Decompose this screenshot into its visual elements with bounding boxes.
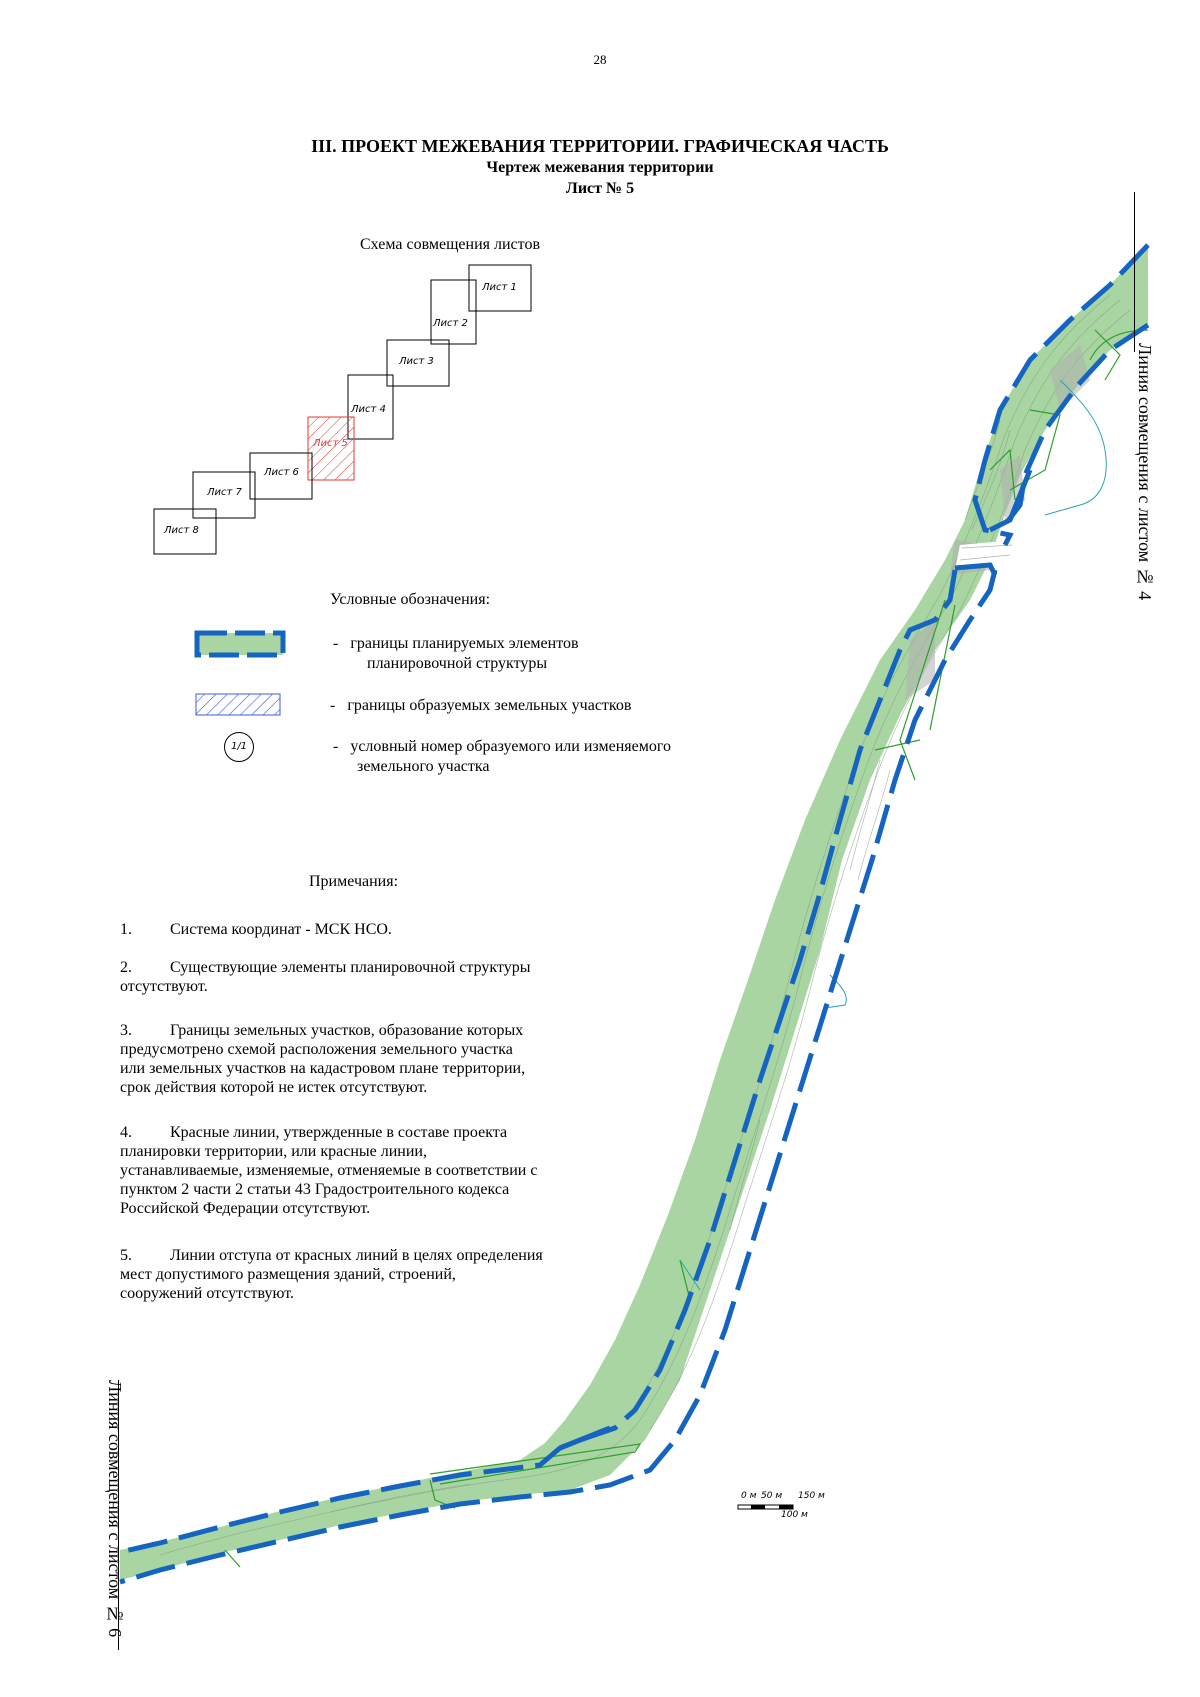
page-number: 28 [593, 52, 607, 67]
scheme-title: Схема совмещения листов [360, 236, 540, 253]
note-1: 1. Система координат - МСК НСО. [120, 921, 392, 938]
sheet-5-label: Лист 5 [313, 438, 348, 449]
scale-label-100: 100 м [781, 1510, 808, 1520]
scale-label-150: 150 м [798, 1491, 825, 1501]
legend-item-2: - границы образуемых земельных участков [330, 697, 632, 714]
match-line-left-label: Линия совмещения с листом № 6 [105, 1380, 125, 1638]
note-5: 5. Линии отступа от красных линий в целях определения мест допустимого размещения зданий, строений, сооружений отсутствуют. [120, 1247, 543, 1302]
sheet-3-label: Лист 3 [399, 356, 434, 367]
notes-title: Примечания: [309, 873, 399, 890]
sheet-7-label: Лист 7 [207, 487, 242, 498]
sheet-2-label: Лист 2 [433, 318, 468, 329]
note-2: 2. Существующие элементы планировочной структуры отсутствуют. [120, 959, 531, 995]
scale-label-50: 50 м [761, 1491, 783, 1501]
match-line-right-label: Линия совмещения с листом № 4 [1135, 343, 1155, 601]
sheet-number-title: Лист № 5 [565, 180, 635, 197]
drawing-title: Чертеж межевания территории [486, 159, 714, 176]
match-line-right-rule [1134, 192, 1135, 352]
sheet-8-label: Лист 8 [164, 525, 199, 536]
page-title: III. ПРОЕКТ МЕЖЕВАНИЯ ТЕРРИТОРИИ. ГРАФИЧЕСКАЯ ЧАСТЬ [311, 136, 889, 156]
note-4: 4. Красные линии, утвержденные в составе проекта планировки территории, или красные линии, устанавливаемые, изменяемые, отменяемые в соответствии с пунктом 2 части 2 статьи 43 Градостроительного кодекса Российской Федерации отсутствуют. [120, 1124, 538, 1217]
legend-item-1: - границы планируемых элементов планировочной структуры [333, 635, 579, 672]
scale-bar [738, 1505, 793, 1509]
sheet-6-label: Лист 6 [264, 467, 299, 478]
legend-title: Условные обозначения: [330, 591, 491, 608]
note-3: 3. Границы земельных участков, образование которых предусмотрено схемой расположения земельного участка или земельных участков на кадастровом плане территории, срок действия которой не истек отсутствуют. [120, 1022, 526, 1096]
sheet-4-label: Лист 4 [351, 404, 386, 415]
corridor-fill [120, 245, 1148, 1580]
scale-label-0: 0 м [741, 1491, 757, 1501]
sheet-1-label: Лист 1 [482, 282, 517, 293]
legend-item-3: - условный номер образуемого или изменяемого земельного участка [333, 738, 672, 775]
legend-parcel-number-symbol: 1/1 [224, 732, 254, 762]
